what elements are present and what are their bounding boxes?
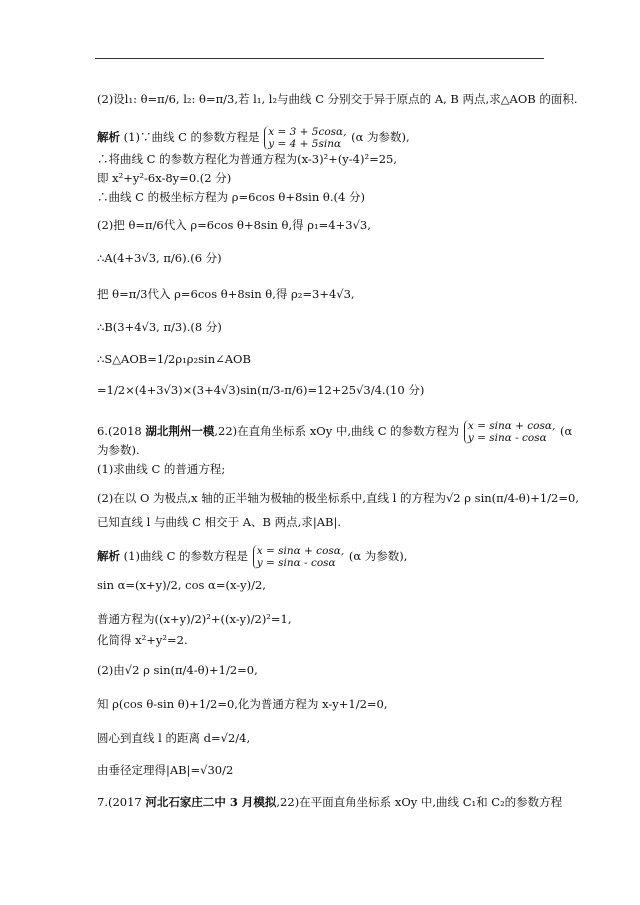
solution5-step: 即 x²+y²-6x-8y=0.(2 分) <box>97 171 232 185</box>
solution6-step: (2)由√2 ρ sin(π/4-θ)+1/2=0, <box>97 663 258 677</box>
solution5-result: =1/2×(4+3√3)×(3+4√3)sin(π/3-π/6)=12+25√3/4.(10 分) <box>97 383 425 397</box>
solution5-step: ∴曲线 C 的极坐标方程为 ρ=6cos θ+8sin θ.(4 分) <box>97 190 365 204</box>
param-system: x = sinα + cosα, y = sinα - cosα <box>464 420 556 444</box>
solution6-step: 知 ρ(cos θ-sin θ)+1/2=0,化为普通方程为 x-y+1/2=0, <box>97 697 388 711</box>
solution5-step: ∴A(4+3√3, π/6).(6 分) <box>97 251 222 265</box>
problem5-part2: (2)设l₁: θ=π/6, l₂: θ=π/3,若 l₁, l₂与曲线 C 分别交于异于原点的 A, B 两点,求△AOB 的面积. <box>97 92 578 106</box>
problem6-header: 6.(2018 湖北荆州一模,22)在直角坐标系 xOy 中,曲线 C 的参数方程为 x = sinα + cosα, y = sinα - cosα (α <box>97 420 573 444</box>
solution6-intro: 解析 (1)曲线 C 的参数方程是 x = sinα + cosα, y = sinα - cosα (α 为参数), <box>97 545 408 569</box>
solution6-step: 化简得 x²+y²=2. <box>97 633 188 647</box>
source-label: 湖北荆州一模 <box>145 424 215 438</box>
param-system: x = 3 + 5cosα, y = 4 + 5sinα <box>264 126 346 150</box>
problem6-part1: (1)求曲线 C 的普通方程; <box>97 462 226 476</box>
solution6-result: 由垂径定理得|AB|=√30/2 <box>97 763 234 777</box>
solution5-step: 把 θ=π/3代入 ρ=6cos θ+8sin θ,得 ρ₂=3+4√3, <box>97 287 355 301</box>
solution5-intro: 解析 (1)∵曲线 C 的参数方程是 x = 3 + 5cosα, y = 4 + 5sinα (α 为参数), <box>97 126 410 150</box>
problem6-text: 为参数). <box>97 443 140 457</box>
source-label: 河北石家庄二中 3 月模拟 <box>145 795 277 809</box>
solution5-step: ∴S△AOB=1/2ρ₁ρ₂sin∠AOB <box>97 352 251 366</box>
problem6-part2: (2)在以 O 为极点,x 轴的正半轴为极轴的极坐标系中,直线 l 的方程为√2 ρ sin(π/4-θ)+1/2=0, <box>97 491 579 505</box>
problem7-header: 7.(2017 河北石家庄二中 3 月模拟,22)在平面直角坐标系 xOy 中,曲线 C₁和 C₂的参数方程 <box>97 795 563 809</box>
solution6-step: 普通方程为((x+y)/2)²+((x-y)/2)²=1, <box>97 612 292 626</box>
solution5-step: (2)把 θ=π/6代入 ρ=6cos θ+8sin θ,得 ρ₁=4+3√3, <box>97 218 371 232</box>
param-system: x = sinα + cosα, y = sinα - cosα <box>253 545 345 569</box>
solution5-step: ∴B(3+4√3, π/3).(8 分) <box>97 320 222 334</box>
solution-label: 解析 <box>97 130 120 144</box>
problem6-part2-cont: 已知直线 l 与曲线 C 相交于 A、B 两点,求|AB|. <box>97 515 341 529</box>
solution5-step: ∴将曲线 C 的参数方程化为普通方程为(x-3)²+(y-4)²=25, <box>97 152 398 166</box>
header-rule <box>95 58 544 59</box>
solution-label: 解析 <box>97 549 120 563</box>
solution6-step: 圆心到直线 l 的距离 d=√2/4, <box>97 731 251 745</box>
solution6-step: sin α=(x+y)/2, cos α=(x-y)/2, <box>97 578 266 592</box>
